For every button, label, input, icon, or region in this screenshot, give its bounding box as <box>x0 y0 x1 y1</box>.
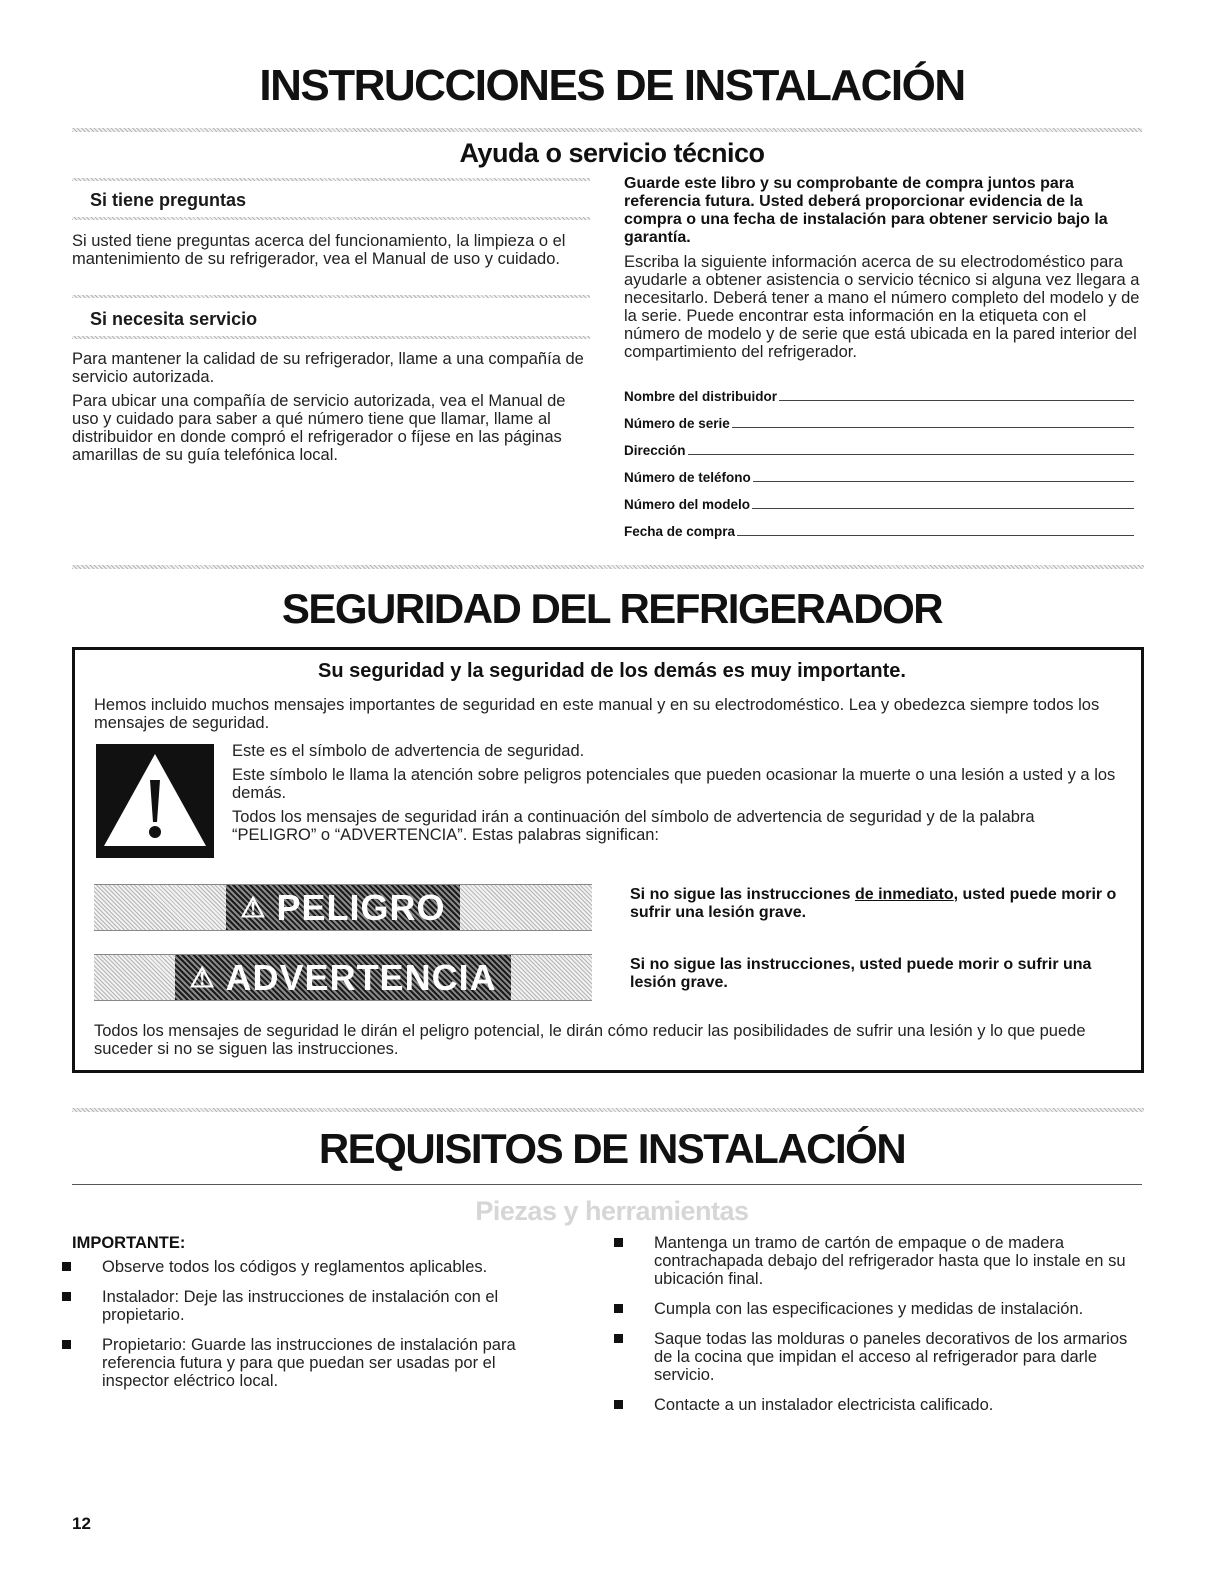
questions-text: Si usted tiene preguntas acerca del funcionamiento, la limpieza o el mantenimiento de su refrigerador, vea el Manual de uso y cuidado. <box>72 232 566 268</box>
form-line-phone <box>624 465 1134 485</box>
list-item: Observe todos los códigos y reglamentos aplicables. <box>60 1258 550 1276</box>
form-blank <box>752 496 1134 509</box>
service-paragraph-2: Para ubicar una compañía de servicio autorizada, vea el Manual de uso y cuidado para saber a qué número tiene que llamar, llame al distribuidor en donde compró el refrigerador o fíjese en las páginas amarillas de su guía telefónica local. <box>72 392 566 464</box>
warning-triangle-icon: ⚠ <box>240 892 267 923</box>
service-heading: Si necesita servicio <box>90 309 258 329</box>
symbol-text <box>232 742 1122 850</box>
peligro-banner <box>94 884 592 931</box>
divider <box>72 295 590 298</box>
page-title: INSTRUCCIONES DE INSTALACIÓN <box>259 61 965 110</box>
form-label: Dirección <box>624 443 686 458</box>
form-blank <box>737 523 1134 536</box>
form-blank <box>732 415 1134 428</box>
safety-closing: Todos los mensajes de seguridad le dirán el peligro potencial, le dirán cómo reducir las posibilidades de sufrir una lesión y lo que puede suceder si no se siguen las instrucciones. <box>94 1022 1086 1058</box>
divider <box>72 128 1142 132</box>
page-number: 12 <box>72 1514 91 1533</box>
info-form <box>624 384 1134 539</box>
form-label: Número de teléfono <box>624 470 751 485</box>
form-label: Nombre del distribuidor <box>624 389 778 404</box>
safety-box-heading: Su seguridad y la seguridad de los demás es muy importante. <box>318 660 906 682</box>
form-blank <box>688 442 1134 455</box>
peligro-text <box>630 886 1120 922</box>
symbol-paragraph-1: Este es el símbolo de advertencia de seguridad. <box>232 742 585 760</box>
left-bullet-list <box>60 1258 550 1402</box>
questions-heading: Si tiene preguntas <box>90 190 247 210</box>
list-item: Saque todas las molduras o paneles decorativos de los armarios de la cocina que impidan el acceso al refrigerador para darle servicio. <box>612 1330 1142 1384</box>
service-text <box>72 350 592 470</box>
peligro-label-block <box>226 885 459 930</box>
symbol-paragraph-2: Este símbolo le llama la atención sobre peligros potenciales que pueden ocasionar la muerte o una lesión a usted y a los demás. <box>232 766 1116 802</box>
form-line-purchase-date <box>624 519 1134 539</box>
symbol-paragraph-3: Todos los mensajes de seguridad irán a continuación del símbolo de advertencia de seguridad y de la palabra “PELIGRO” o “ADVERTENCIA”. Estas palabras significan: <box>232 808 1035 844</box>
form-line-serial <box>624 411 1134 431</box>
safety-alert-triangle-icon <box>96 744 214 858</box>
list-item: Cumpla con las especificaciones y medidas de instalación. <box>612 1300 1142 1318</box>
info-text: Escriba la siguiente información acerca de su electrodoméstico para ayudarle a obtener asistencia o servicio técnico si alguna vez llegara a necesitarlo. Deberá tener a mano el número completo del modelo y de la serie. Puede encontrar esta información en la etiqueta con el número de modelo y de serie que está ubicada en la pared interior del compartimiento del refrigerador. <box>624 253 1140 361</box>
help-section-title: Ayuda o servicio técnico <box>459 138 765 168</box>
list-item: Contacte a un instalador electricista calificado. <box>612 1396 1142 1414</box>
safety-title: SEGURIDAD DEL REFRIGERADOR <box>281 585 943 632</box>
advertencia-label-block <box>175 955 510 1000</box>
advertencia-banner <box>94 954 592 1001</box>
form-blank <box>753 469 1134 482</box>
divider <box>72 336 590 339</box>
form-line-distributor <box>624 384 1134 404</box>
divider <box>72 1184 1142 1185</box>
service-paragraph-1: Para mantener la calidad de su refrigerador, llame a una compañía de servicio autorizada. <box>72 350 584 386</box>
form-line-address <box>624 438 1134 458</box>
list-item: Instalador: Deje las instrucciones de instalación con el propietario. <box>60 1288 550 1324</box>
form-label: Fecha de compra <box>624 524 736 539</box>
right-bullet-list <box>612 1234 1142 1426</box>
divider <box>72 217 590 220</box>
divider <box>72 178 590 181</box>
safety-intro: Hemos incluido muchos mensajes importantes de seguridad en este manual y en su electrodoméstico. Lea y obedezca siempre todos los mensajes de seguridad. <box>94 696 1100 732</box>
peligro-label: PELIGRO <box>276 886 446 928</box>
form-line-model <box>624 492 1134 512</box>
peligro-text-end: , usted puede morir o sufrir una lesión grave. <box>630 886 1117 921</box>
important-label: IMPORTANTE: <box>72 1234 186 1252</box>
requirements-title: REQUISITOS DE INSTALACIÓN <box>318 1125 906 1172</box>
divider <box>72 1108 1144 1112</box>
peligro-text-emphasis: de inmediato <box>854 886 954 903</box>
peligro-text-start: Si no sigue las instrucciones <box>630 886 855 903</box>
divider <box>72 565 1144 569</box>
keep-note: Guarde este libro y su comprobante de compra juntos para referencia futura. Usted deberá proporcionar evidencia de la compra o una fecha de instalación para obtener servicio bajo la garantía. <box>624 175 1108 246</box>
list-item: Propietario: Guarde las instrucciones de instalación para referencia futura y para que puedan ser usadas por el inspector eléctrico local. <box>60 1336 550 1390</box>
form-blank <box>779 388 1134 401</box>
warning-triangle-icon: ⚠ <box>189 962 216 993</box>
form-label: Número de serie <box>624 416 730 431</box>
form-label: Número del modelo <box>624 497 751 512</box>
list-item: Mantenga un tramo de cartón de empaque o de madera contrachapada debajo del refrigerador hasta que lo instale en su ubicación final. <box>612 1234 1142 1288</box>
advertencia-text: Si no sigue las instrucciones, usted puede morir o sufrir una lesión grave. <box>630 956 1092 991</box>
requirements-subtitle: Piezas y herramientas <box>475 1196 749 1226</box>
advertencia-label: ADVERTENCIA <box>225 956 497 998</box>
